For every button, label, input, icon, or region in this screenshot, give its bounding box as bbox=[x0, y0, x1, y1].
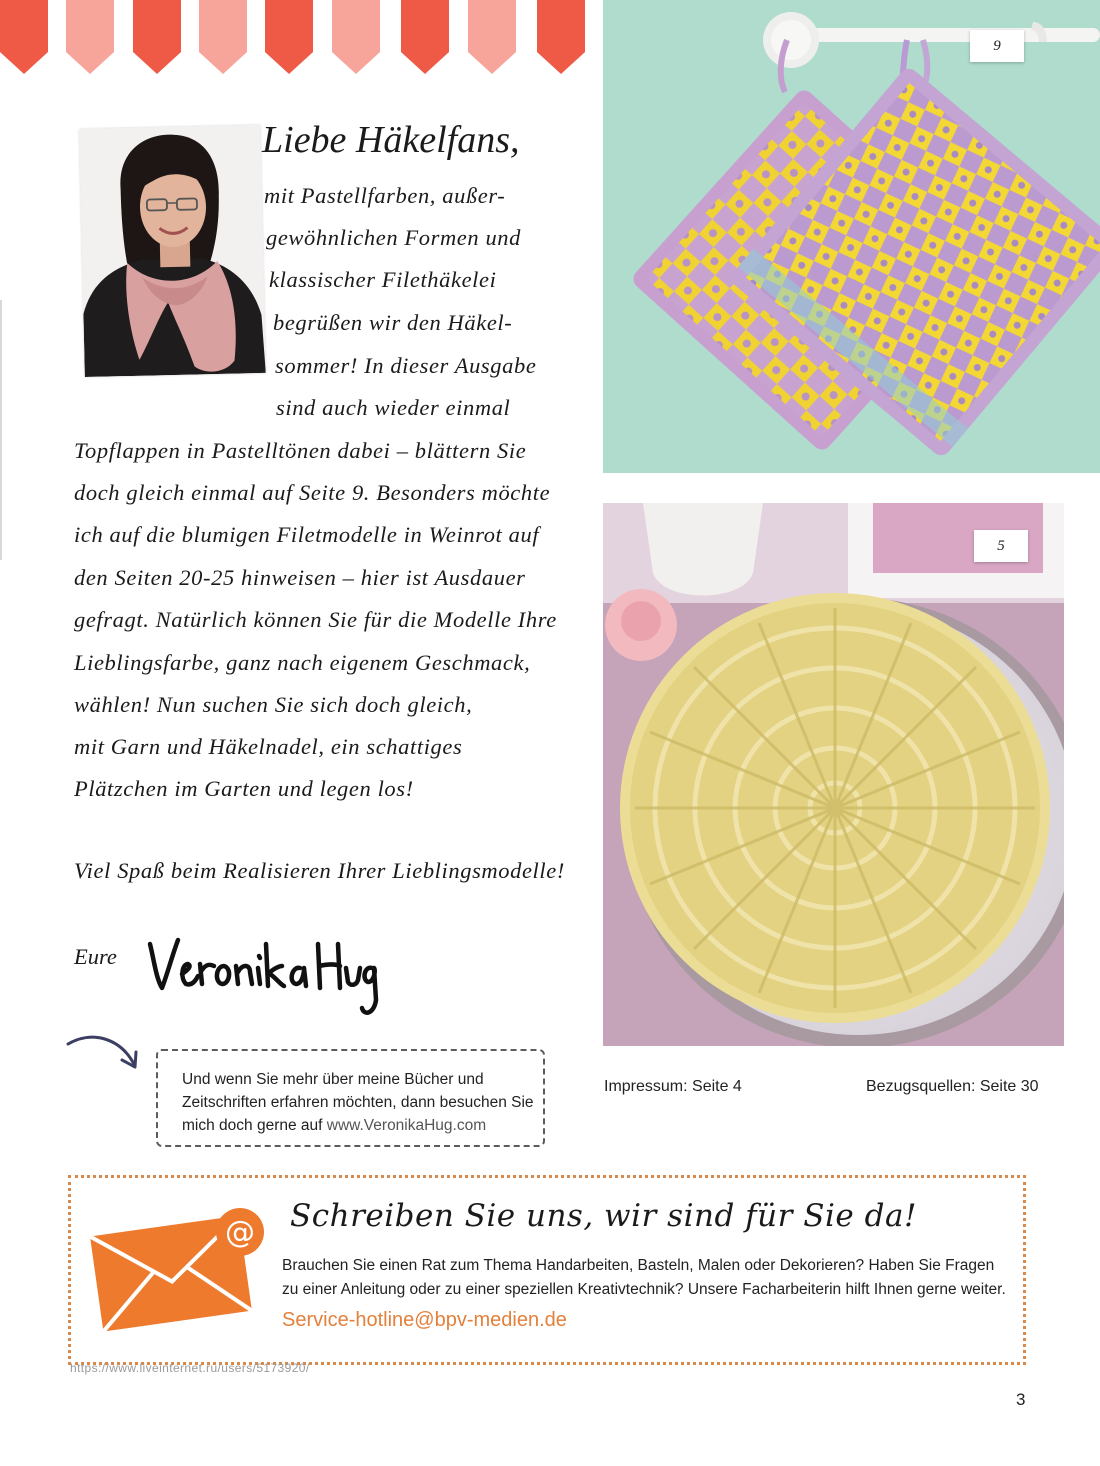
intro-line: wählen! Nun suchen Sie sich doch gleich, bbox=[74, 692, 473, 717]
website-info-text bbox=[182, 1068, 534, 1137]
flag-light bbox=[468, 0, 516, 74]
watermark-url: https://www.liveinternet.ru/users/5173920/ bbox=[70, 1361, 310, 1375]
intro-line: klassischer Filethäkelei bbox=[269, 267, 497, 292]
author-portrait bbox=[79, 125, 266, 377]
flag-light bbox=[332, 0, 380, 74]
potholders-photo bbox=[603, 0, 1100, 473]
flag-light bbox=[199, 0, 247, 74]
contact-text-line: zu einer Anleitung oder zu einer speziellen Kreativtechnik? Unsere Facharbeiterin hilft Ihnen gerne weiter. bbox=[282, 1281, 1006, 1298]
flag-light bbox=[66, 0, 114, 74]
doily-photo bbox=[603, 503, 1064, 1046]
impressum-caption: Impressum: Seite 4 bbox=[604, 1078, 742, 1095]
bezugsquellen-caption: Bezugsquellen: Seite 30 bbox=[866, 1078, 1039, 1095]
sign-off: Eure bbox=[74, 944, 117, 969]
info-line-prefix: mich doch gerne auf bbox=[182, 1117, 327, 1134]
intro-line: gewöhnlichen Formen und bbox=[266, 225, 522, 250]
contact-text bbox=[282, 1254, 1006, 1302]
intro-line: doch gleich einmal auf Seite 9. Besonders möchte bbox=[74, 480, 551, 505]
info-line: Zeitschriften erfahren möchten, dann besuchen Sie bbox=[182, 1094, 534, 1111]
intro-line: Topflappen in Pastelltönen dabei – blättern Sie bbox=[74, 438, 527, 463]
intro-line: sommer! In dieser Ausgabe bbox=[275, 353, 537, 378]
arrow-icon bbox=[62, 1030, 144, 1076]
page-edge-mark bbox=[0, 300, 2, 560]
potholders-page-label: 9 bbox=[970, 30, 1024, 62]
intro-line: mit Garn und Häkelnadel, ein schattiges bbox=[74, 734, 463, 759]
website-link[interactable]: www.VeronikaHug.com bbox=[326, 1117, 487, 1134]
doily-page-label: 5 bbox=[974, 530, 1028, 562]
page-number: 3 bbox=[1016, 1390, 1026, 1409]
intro-line: Lieblingsfarbe, ganz nach eigenem Geschmack, bbox=[74, 650, 531, 675]
intro-line: Plätzchen im Garten und legen los! bbox=[74, 776, 414, 801]
flag-dark bbox=[0, 0, 48, 74]
intro-line: mit Pastellfarben, außer- bbox=[264, 183, 506, 208]
intro-line: begrüßen wir den Häkel- bbox=[273, 310, 513, 335]
intro-line: den Seiten 20-25 hinweisen – hier ist Ausdauer bbox=[74, 565, 526, 590]
flag-dark bbox=[265, 0, 313, 74]
info-line: Und wenn Sie mehr über meine Bücher und bbox=[182, 1071, 484, 1088]
signature bbox=[142, 930, 382, 1020]
intro-line: sind auch wieder einmal bbox=[276, 395, 511, 420]
intro-line: ich auf die blumigen Filetmodelle in Weinrot auf bbox=[74, 522, 540, 547]
intro-line: gefragt. Natürlich können Sie für die Modelle Ihre bbox=[74, 607, 557, 632]
website-info-box bbox=[156, 1049, 545, 1147]
greeting-title: Liebe Häkelfans, bbox=[262, 119, 520, 161]
flag-dark bbox=[401, 0, 449, 74]
contact-text-line: Brauchen Sie einen Rat zum Thema Handarbeiten, Basteln, Malen oder Dekorieren? Haben Sie Fragen bbox=[282, 1257, 995, 1274]
info-line bbox=[182, 1114, 534, 1137]
envelope-at-icon bbox=[88, 1204, 268, 1332]
contact-title: Schreiben Sie uns, wir sind für Sie da! bbox=[290, 1198, 917, 1234]
closing-line: Viel Spaß beim Realisieren Ihrer Lieblingsmodelle! bbox=[74, 858, 565, 883]
flag-dark bbox=[537, 0, 585, 74]
svg-text:@: @ bbox=[225, 1215, 255, 1250]
flag-dark bbox=[133, 0, 181, 74]
service-email-link[interactable]: Service-hotline@bpv-medien.de bbox=[282, 1309, 567, 1331]
